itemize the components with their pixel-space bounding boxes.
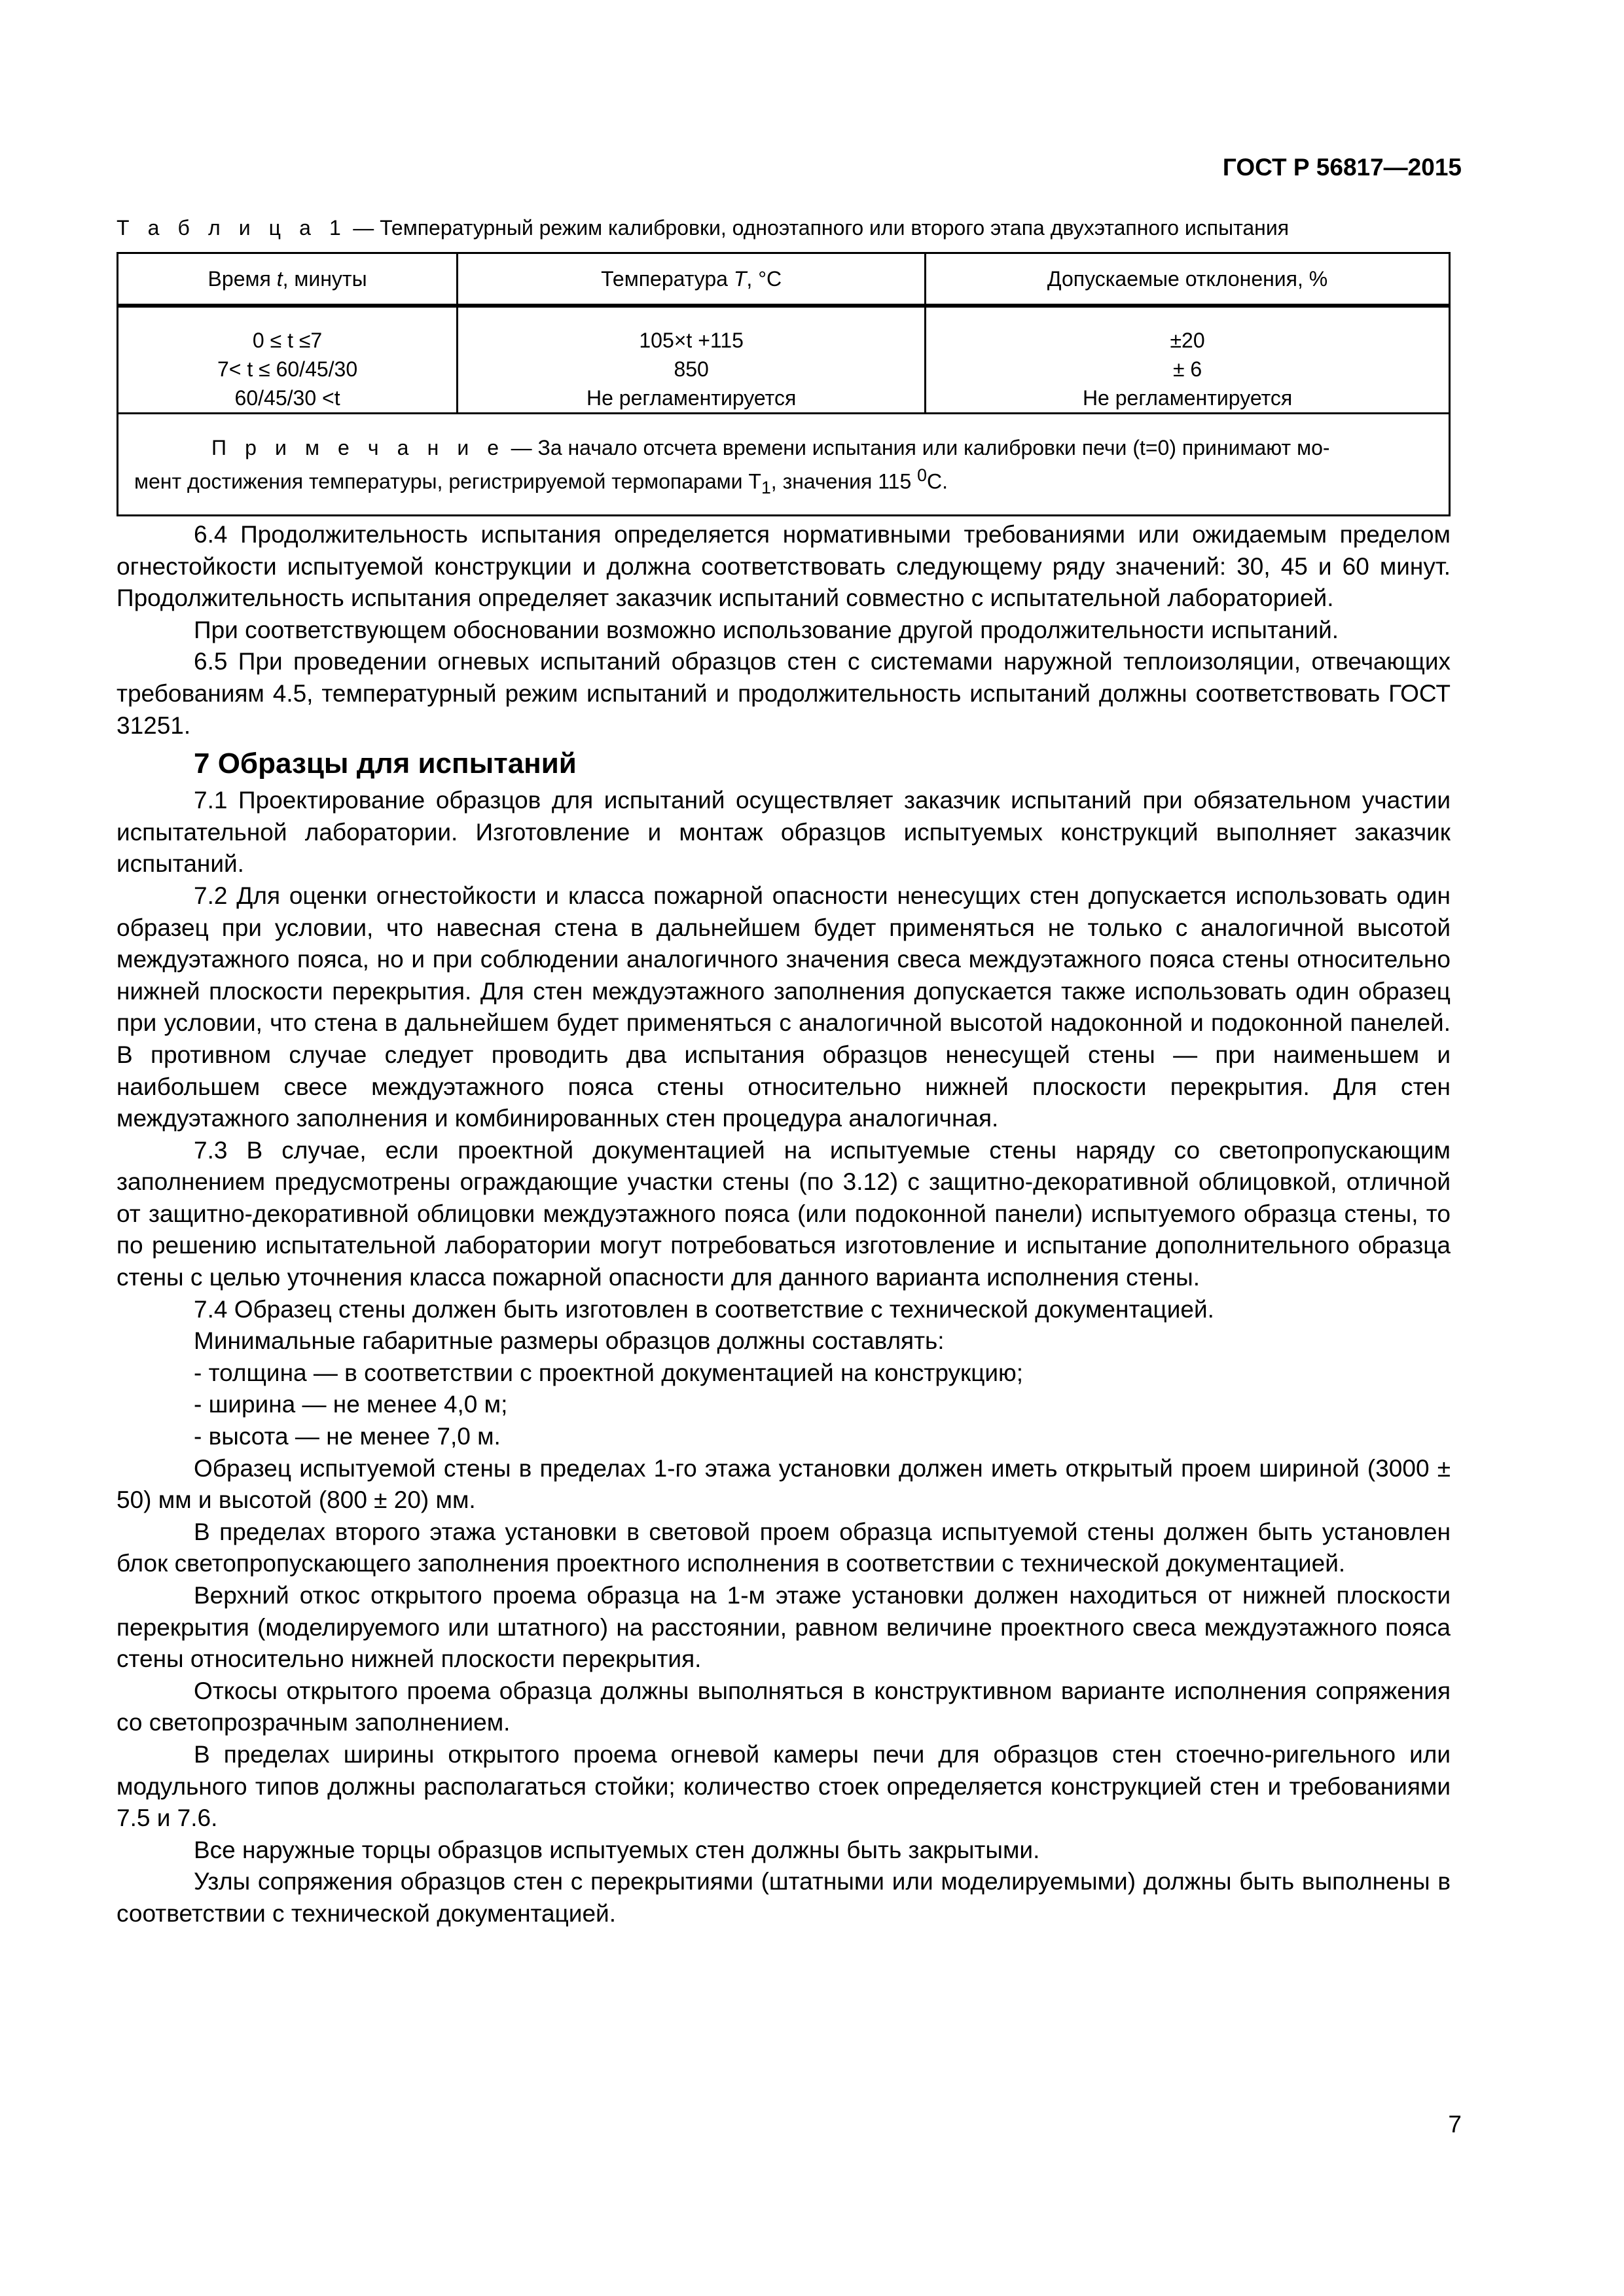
temperature-value: 105×t +115 — [639, 329, 744, 352]
table-note — [118, 414, 1450, 516]
paragraph: Узлы сопряжения образцов стен с перекрытиями (штатными или моделируемыми) должны быть выполнены в соответствии с технической документацией. — [117, 1868, 1451, 1927]
table-caption-text: — Температурный режим калибровки, одноэтапного или второго этапа двухэтапного испытания — [347, 216, 1290, 240]
table-header-row — [118, 253, 1450, 306]
deviation-value: ± 6 — [1172, 357, 1202, 381]
temperature-value: Не регламентируется — [586, 386, 797, 410]
paragraph: Все наружные торцы образцов испытуемых стен должны быть закрытыми. — [194, 1836, 1040, 1863]
list-item: - ширина — не менее 4,0 м; — [194, 1391, 508, 1418]
page-number: 7 — [1448, 2111, 1462, 2138]
paragraph-6-4-note: При соответствующем обосновании возможно использование другой продолжительности испытаний. — [194, 616, 1339, 643]
note-line-2: мент достижения температуры, регистрируемой термопарами $Т_1$, значения 115 $^0$С. — [134, 465, 948, 498]
list-item: - высота — не менее 7,0 м. — [194, 1423, 501, 1450]
time-cell — [118, 306, 458, 414]
body-text — [117, 519, 1451, 1930]
deviation-value: Не регламентируется — [1082, 386, 1293, 410]
paragraph: 7.4 Образец стены должен быть изготовлен в соответствие с технической документацией. — [194, 1295, 1214, 1323]
time-value: 7< t ≤ 60/45/30 — [217, 357, 358, 381]
deviation-cell — [926, 306, 1450, 414]
paragraph: 7.2 Для оценки огнестойкости и класса пожарной опасности ненесущих стен допускается использовать один образец при условии, что навесная стена в дальнейшем будет применяться не только с аналогичной высотой междуэтажного пояса, но и при соблюдении аналогичного значения свеса междуэтажного пояса стены относительно нижней плоскости перекрытия. Для стен междуэтажного заполнения допускается также использовать один образец при условии, что стена в дальнейшем будет применяться с аналогичной высотой надоконной и подоконной панелей. В противном случае следует проводить два испытания образцов ненесущей стены — при наименьшем и наибольшем свесе междуэтажного пояса стены относительно нижней плоскости перекрытия. Для стен междуэтажного заполнения и комбинированных стен процедура аналогичная. — [117, 882, 1451, 1132]
paragraph: Образец испытуемой стены в пределах 1-го этажа установки должен иметь открытый проем шириной (3000 ± 50) мм и высотой (800 ± 20) мм. — [117, 1454, 1451, 1514]
time-value: 60/45/30 <t — [234, 386, 340, 410]
table-caption — [117, 216, 1511, 240]
temperature-value: 850 — [674, 357, 709, 381]
list-item: - толщина — в соответствии с проектной документацией на конструкцию; — [194, 1359, 1024, 1386]
paragraph: Верхний откос открытого проема образца на 1-м этаже установки должен находиться от нижней плоскости перекрытия (моделируемого или штатного) на расстоянии, равном величине проектного свеса междуэтажного пояса стены относительно нижней плоскости перекрытия. — [117, 1582, 1451, 1673]
table-row — [118, 306, 1450, 414]
header-deviation: Допускаемые отклонения, % — [926, 253, 1450, 306]
header-time: Время t, минуты — [118, 253, 458, 306]
table-note-row — [118, 414, 1450, 516]
time-value: 0 ≤ t ≤7 — [252, 329, 323, 352]
section-heading: 7 Образцы для испытаний — [194, 747, 577, 780]
temperature-cell — [458, 306, 926, 414]
paragraph: Откосы открытого проема образца должны выполняться в конструктивном варианте исполнения сопряжения со светопрозрачным заполнением. — [117, 1677, 1451, 1736]
paragraph: Минимальные габаритные размеры образцов должны составлять: — [194, 1327, 945, 1355]
paragraph: 7.1 Проектирование образцов для испытаний осуществляет заказчик испытаний при обязательном участии испытательной лаборатории. Изготовление и монтаж образцов испытуемых конструкций выполняет заказчик испытаний. — [117, 787, 1451, 878]
deviation-value: ±20 — [1170, 329, 1205, 352]
temperature-mode-table — [117, 252, 1451, 516]
paragraph: В пределах второго этажа установки в световой проем образца испытуемой стены должен быть установлен блок светопропускающего заполнения проектного исполнения в соответствии с технической документацией. — [117, 1518, 1451, 1577]
table-caption-label: Т а б л и ц а 1 — [117, 216, 348, 240]
paragraph-6-4: 6.4 Продолжительность испытания определяется нормативными требованиями или ожидаемым пределом огнестойкости испытуемой конструкции и должна соответствовать следующему ряду значений: 30, 45 и 60 минут. Продолжительность испытания определяет заказчик испытаний совместно с испытательной лабораторией. — [117, 521, 1451, 612]
paragraph: 7.3 В случае, если проектной документацией на испытуемые стены наряду со светопропускающим заполнением предусмотрены ограждающие участки стены (по 3.12) с защитно-декоративной облицовкой, отличной от защитно-декоративной облицовки междуэтажного пояса (или подоконной панели) испытуемого образца стены, то по решению испытательной лаборатории могут потребоваться изготовление и испытание дополнительного образца стены с целью уточнения класса пожарной опасности для данного варианта исполнения стены. — [117, 1136, 1451, 1291]
header-temperature: Температура T, °С — [458, 253, 926, 306]
note-line-1: П р и м е ч а н и е — За начало отсчета времени испытания или калибровки печи (t=0) принимают мо- — [211, 436, 1330, 459]
document-code: ГОСТ Р 56817—2015 — [1222, 154, 1462, 181]
paragraph-6-5: 6.5 При проведении огневых испытаний образцов стен с системами наружной теплоизоляции, отвечающих требованиям 4.5, температурный режим испытаний и продолжительность испытаний должны соответствовать ГОСТ 31251. — [117, 648, 1451, 739]
paragraph: В пределах ширины открытого проема огневой камеры печи для образцов стен стоечно-ригельного или модульного типов должны располагаться стойки; количество стоек определяется конструкцией стен и требованиями 7.5 и 7.6. — [117, 1740, 1451, 1832]
